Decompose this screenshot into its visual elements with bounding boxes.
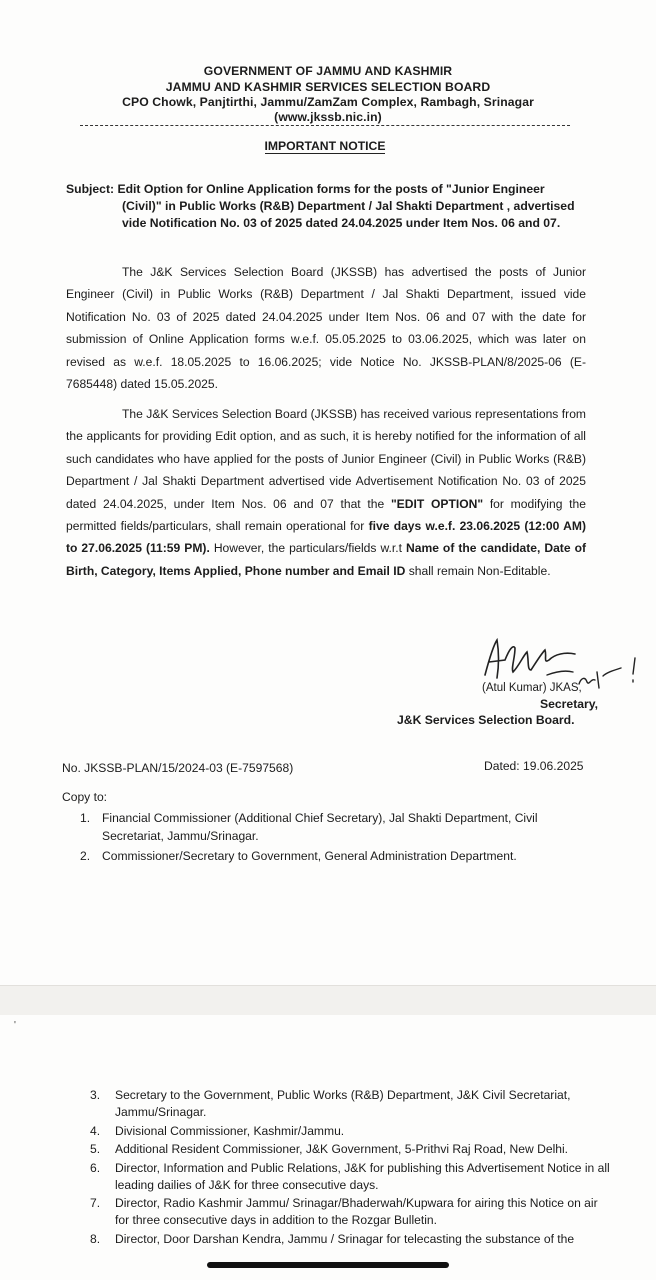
list-item-number: 8. — [90, 1231, 101, 1246]
paragraph-2-text: shall remain Non-Editable. — [405, 563, 551, 578]
list-item-number: 5. — [90, 1142, 101, 1156]
list-item-number: 4. — [90, 1123, 101, 1138]
list-item-number: 3. — [90, 1088, 101, 1102]
list-item-number: 1. — [80, 811, 91, 825]
list-item — [90, 1160, 610, 1194]
list-item — [80, 810, 600, 845]
edit-window-dates: five days w.e.f. 23.06.2025 (12:00 AM) to 27.06.2025 (11:59 PM). — [66, 519, 586, 556]
list-item-number: 7. — [90, 1196, 101, 1210]
list-item — [90, 1195, 610, 1229]
header-address: CPO Chowk, Panjtirthi, Jammu/ZamZam Complex, Rambagh, Srinagar — [122, 95, 534, 109]
list-item-text: Director, Radio Kashmir Jammu/ Srinagar/Bhaderwah/Kupwara for airing this Notice on air for three consecutive days in addition to the Rozgar Bulletin. — [115, 1196, 598, 1227]
signatory-name: (Atul Kumar) JKAS, — [482, 682, 582, 694]
copy-list-page-1 — [80, 810, 600, 869]
header-website: (www.jkssb.nic.in) — [274, 110, 382, 124]
non-editable-fields: Name of the candidate, Date of Birth, Category, Items Applied, Phone number and Email ID — [66, 541, 586, 578]
list-item — [90, 1141, 610, 1158]
list-item — [90, 1123, 610, 1140]
subject-rest: (Civil)" in Public Works (R&B) Department / Jal Shakti Department , advertised vide Notification No. 03 of 2025 dated 24.04.2025 under Item Nos. 06 and 07. — [122, 199, 575, 230]
list-item-number: 2. — [80, 849, 91, 863]
subject-line-1: Subject: Edit Option for Online Application forms for the posts of "Junior Engineer — [66, 182, 545, 196]
paragraph-1-text: The J&K Services Selection Board (JKSSB) has advertised the posts of Junior Engineer (Civil) in Public Works (R&B) Department / Jal Shakti Department, issued vide Notification No. 03 of 2025 dated 24.04.2025 under Item Nos. 06 and 07 with the date for submission of Online Application forms w.e.f. 05.05.2025 to 03.06.2025, which was later on revised as w.e.f. 18.05.2025 to 16.06.2025; vide Notice No. JKSSB-PLAN/8/2025-06 (E-7685448) dated 15.05.2025. — [66, 265, 586, 392]
list-item-text: Director, Information and Public Relations, J&K for publishing this Advertisement Notice in all leading dailies of J&K for three consecutive days. — [115, 1160, 610, 1192]
copy-list-page-2 — [90, 1087, 610, 1249]
list-item-text: Secretary to the Government, Public Works (R&B) Department, J&K Civil Secretariat, Jammu/Srinagar. — [115, 1088, 571, 1119]
dashed-divider — [80, 125, 570, 126]
list-item — [90, 1087, 610, 1121]
list-item-text: Commissioner/Secretary to Government, General Administration Department. — [102, 849, 517, 863]
page-edge — [0, 985, 656, 986]
page-mark: ' — [14, 1020, 16, 1031]
list-item-text: Divisional Commissioner, Kashmir/Jammu. — [115, 1123, 345, 1138]
reference-date: Dated: 19.06.2025 — [484, 759, 584, 773]
list-item-text: Additional Resident Commissioner, J&K Government, 5-Prithvi Raj Road, New Delhi. — [115, 1142, 569, 1156]
header-board: JAMMU AND KASHMIR SERVICES SELECTION BOARD — [165, 80, 491, 94]
header-government: GOVERNMENT OF JAMMU AND KASHMIR — [203, 64, 453, 78]
paragraph-2-text: The J&K Services Selection Board (JKSSB) has received various representations from the applicants for providing Edit option, and as such, it is hereby notified for the information of all such candidates who have applied for the posts of Junior Engineer (Civil) in Public Works (R&B) Department / Jal Shakti Department advertised vide Advertisement Notification No. 03 of 2025 dated 24.04.2025, under Item Nos. 06 and 07 that the — [66, 407, 586, 511]
paragraph-2-text: However, the particulars/fields w.r.t — [209, 541, 406, 556]
paragraph-1 — [66, 261, 586, 395]
list-item — [80, 848, 600, 866]
notice-title: IMPORTANT NOTICE — [264, 139, 386, 153]
edit-option-emphasis: "EDIT OPTION" — [390, 496, 484, 511]
copy-to-label: Copy to: — [62, 790, 108, 804]
subject — [66, 181, 586, 232]
list-item-text: Director, Door Darshan Kendra, Jammu / Srinagar for telecasting the substance of the — [115, 1231, 575, 1246]
paragraph-2 — [66, 403, 586, 582]
signatory-board: J&K Services Selection Board. — [397, 713, 575, 727]
list-item — [90, 1231, 610, 1248]
page-gap — [0, 985, 656, 1015]
paragraph-2-text: for modifying the permitted fields/particulars, shall remain operational for — [66, 496, 586, 534]
list-item-text: Financial Commissioner (Additional Chief Secretary), Jal Shakti Department, Civil Secretariat, Jammu/Srinagar. — [102, 811, 538, 843]
home-indicator[interactable] — [207, 1262, 449, 1268]
reference-number: No. JKSSB-PLAN/15/2024-03 (E-7597568) — [62, 761, 294, 775]
list-item-number: 6. — [90, 1160, 101, 1175]
signatory-designation: Secretary, — [540, 697, 599, 711]
